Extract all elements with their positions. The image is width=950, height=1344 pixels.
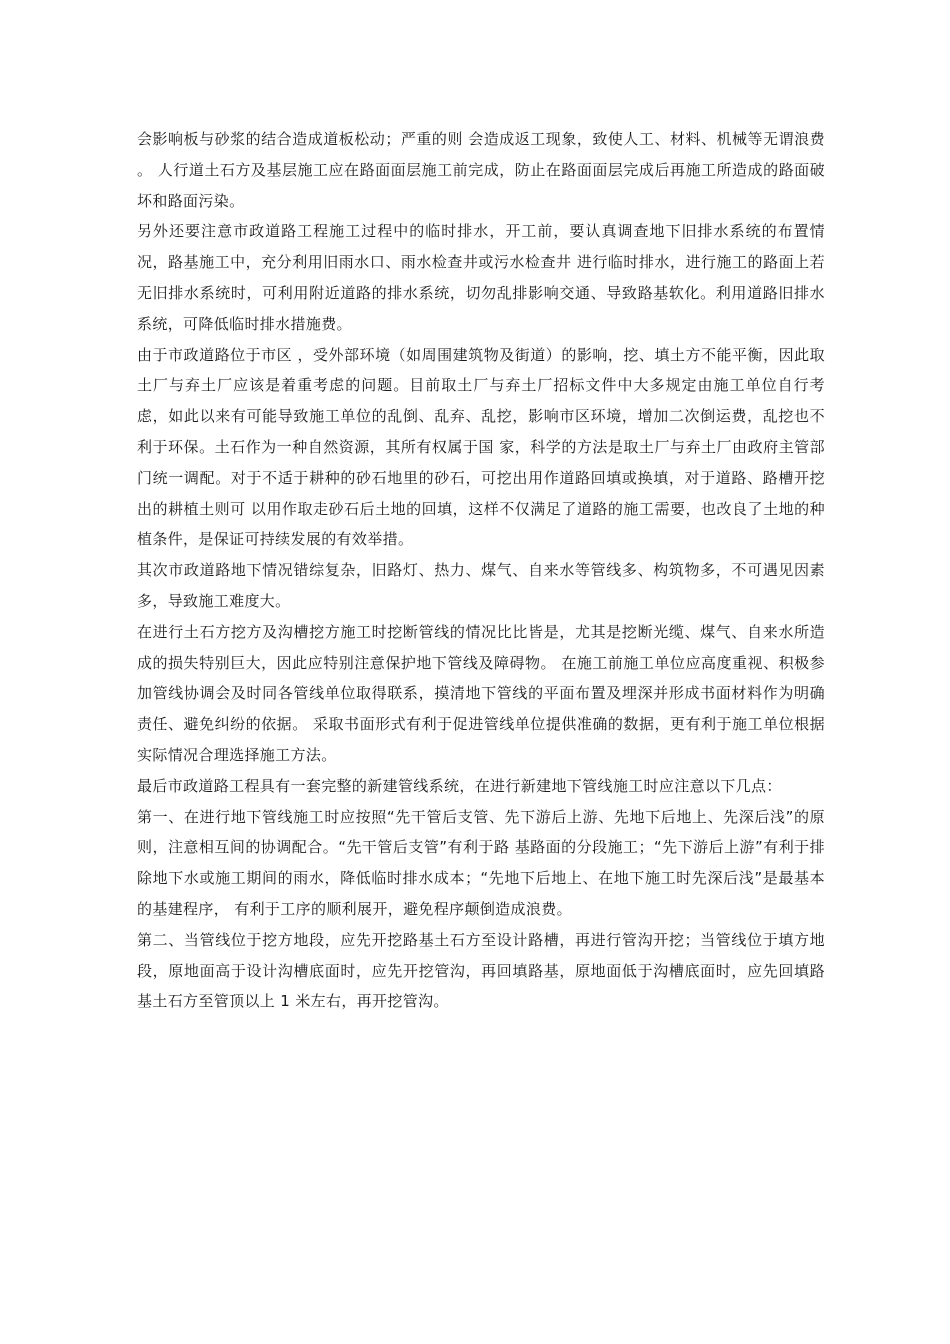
- paragraph-6: 最后市政道路工程具有一套完整的新建管线系统，在进行新建地下管线施工时应注意以下几点：: [137, 776, 782, 795]
- paragraph-8: 第二、当管线位于挖方地段，应先开挖路基土石方至设计路槽，再进行管沟开挖；当管线位于填方地段，原地面高于设计沟槽底面时，应先开挖管沟，再回填路基，原地面低于沟槽底面时，应先回填路基土石方至管顶以上 1 米左右，再开挖管沟。: [137, 930, 825, 1011]
- paragraph-4: 其次市政道路地下情况错综复杂，旧路灯、热力、煤气、自来水等管线多、构筑物多，不可遇见因素多，导致施工难度大。: [137, 561, 825, 610]
- paragraph-3: 由于市政道路位于市区 ，受外部环境（如周围建筑物及街道）的影响，挖、填土方不能平衡，因此取土厂与弃土厂应该是着重考虑的问题。目前取土厂与弃土厂招标文件中大多规定由施工单位自行考虑，如此以来有可能导致施工单位的乱倒、乱弃、乱挖，影响市区环境，增加二次倒运费，乱挖也不利于环保。土石作为一种自然资源，其所有权属于国 家，科学的方法是取土厂与弃土厂由政府主管部门统一调配。对于不适于耕种的砂石地里的砂石，可挖出用作道路回填或换填，对于道路、路槽开挖出的耕植土则可 以用作取走砂石后土地的回填，这样不仅满足了道路的施工需要，也改良了土地的种植条件，是保证可持续发展的有效举措。: [137, 345, 825, 549]
- paragraph-7: 第一、在进行地下管线施工时应按照“先干管后支管、先下游后上游、先地下后地上、先深后浅”的原则，注意相互间的协调配合。“先干管后支管”有利于路 基路面的分段施工；“先下游后上游”有利于排除地下水或施工期间的雨水，降低临时排水成本；“先地下后地上、在地下施工时先深后浅”是最基本的基建程序， 有利于工序的顺利展开，避免程序颠倒造成浪费。: [137, 807, 825, 918]
- paragraph-2: 另外还要注意市政道路工程施工过程中的临时排水，开工前，要认真调查地下旧排水系统的布置情况，路基施工中，充分利用旧雨水口、雨水检查井或污水检查井 进行临时排水，进行施工的路面上若无旧排水系统时，可利用附近道路的排水系统，切勿乱排影响交通、导致路基软化。利用道路旧排水系统，可降低临时排水措施费。: [137, 222, 825, 333]
- paragraph-1: 会影响板与砂浆的结合造成道板松动；严重的则 会造成返工现象，致使人工、材料、机械等无谓浪费 。 人行道土石方及基层施工应在路面面层施工前完成，防止在路面面层完成后再施工所造成的路面破坏和路面污染。: [137, 130, 825, 210]
- document-body: [137, 124, 825, 1017]
- paragraph-5: 在进行土石方挖方及沟槽挖方施工时挖断管线的情况比比皆是，尤其是挖断光缆、煤气、自来水所造成的损失特别巨大，因此应特别注意保护地下管线及障碍物。 在施工前施工单位应高度重视、积极参加管线协调会及时同各管线单位取得联系，摸清地下管线的平面布置及埋深并形成书面材料作为明确责任、避免纠纷的依据。 采取书面形式有利于促进管线单位提供准确的数据，更有利于施工单位根据实际情况合理选择施工方法。: [137, 622, 825, 764]
